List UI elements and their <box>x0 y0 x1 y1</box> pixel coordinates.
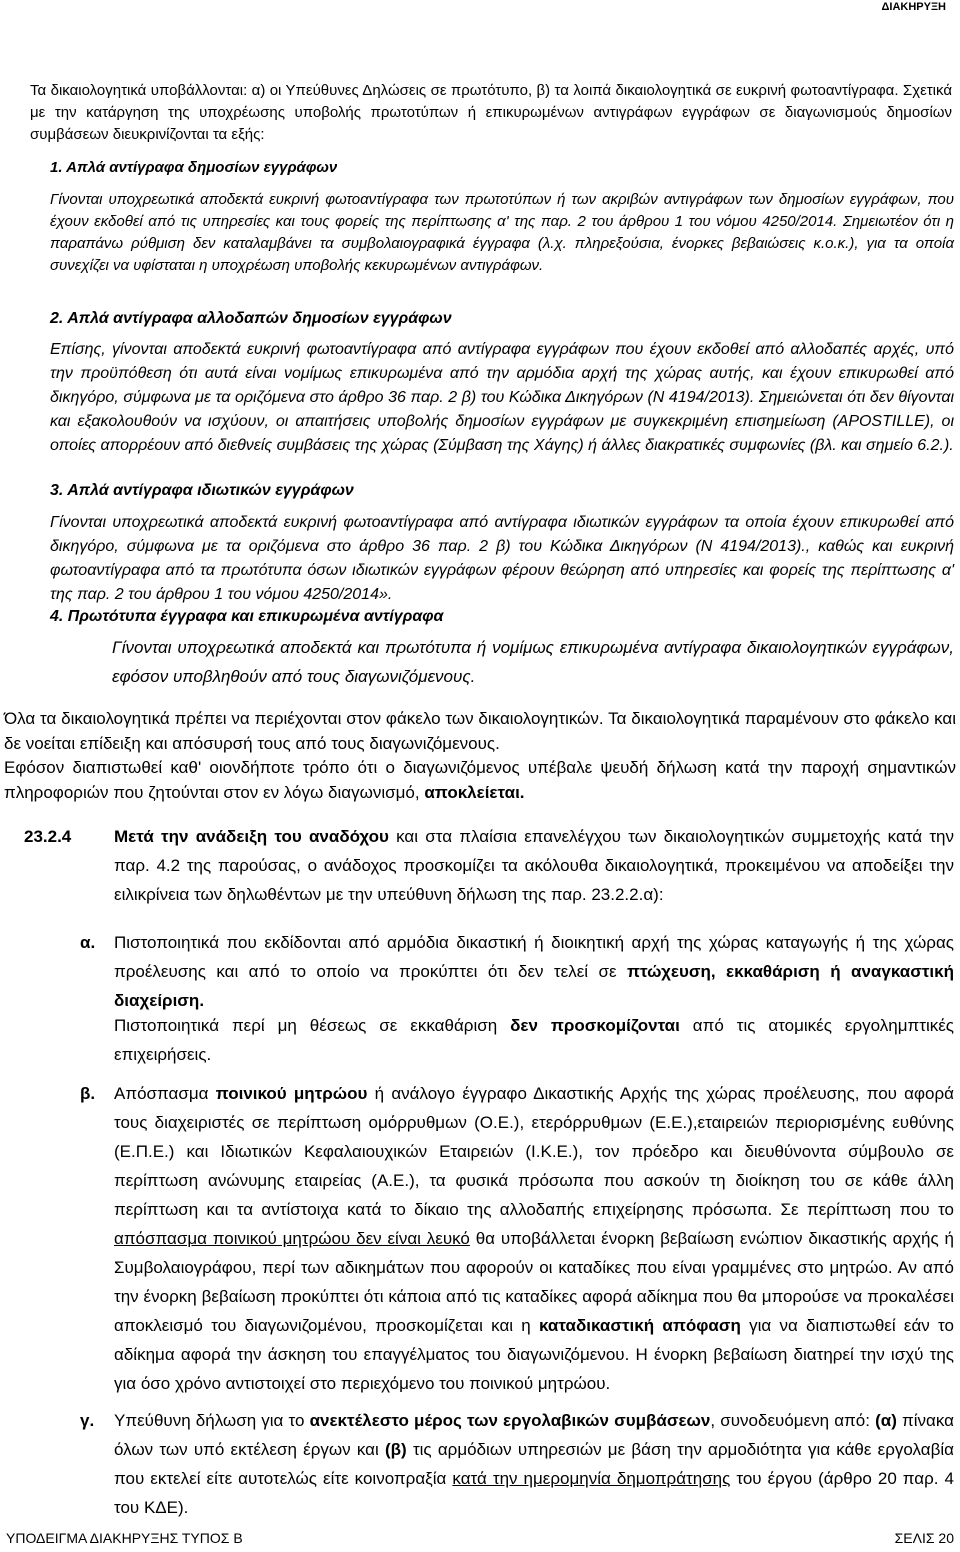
sub-a-bold: πτώχευση, εκκαθάριση ή αναγκαστική διαχείριση. <box>114 962 954 1010</box>
item3-heading: 3. Απλά αντίγραφα ιδιωτικών εγγράφων <box>50 482 354 499</box>
footer-page-number: ΣΕΛΙΣ 20 <box>894 1530 954 1546</box>
exclusion-paragraph: Εφόσον διαπιστωθεί καθ' οιονδήποτε τρόπο ότι ο διαγωνιζόμενος υπέβαλε ψευδή δήλωση κατά την παροχή σημαντικών πληροφοριών που ζητούνται στον εν λόγω διαγωνισμό, αποκλείεται. <box>4 758 956 802</box>
sub-c-paragraph: Υπεύθυνη δήλωση για το ανεκτέλεστο μέρος των εργολαβικών συμβάσεων, συνοδευόμενη από: (α) πίνακα όλων των υπό εκτέλεση έργων και (β) τις αρμόδιων υπηρεσιών με βάση την αρμοδιότητα για κάθε εργολαβία που εκτελεί είτε αυτοτελώς είτε κοινοπραξία κατά την ημερομηνία δημοπράτησης του έργου (άρθρο 20 παρ. 4 του ΚΔΕ). <box>114 1411 954 1517</box>
intro-paragraph: Τα δικαιολογητικά υποβάλλονται: α) οι Υπεύθυνες Δηλώσεις σε πρωτότυπο, β) τα λοιπά δικαιολογητικά σε ευκρινή φωτοαντίγραφα. Σχετικά με την κατάργηση της υποχρέωσης υποβολής πρωτοτύπων ή επικυρωμένων αντιγράφων εγγράφων σε διαγωνισμούς δημοσίων συμβάσεων διευκρινίζονται τα εξής: <box>30 82 952 143</box>
sub-c-bold-3: (β) <box>385 1440 407 1459</box>
item2-heading: 2. Απλά αντίγραφα αλλοδαπών δημοσίων εγγράφων <box>50 310 452 327</box>
sub-b-label: β. <box>80 1084 96 1103</box>
item1-heading: 1. Απλά αντίγραφα δημοσίων εγγράφων <box>50 159 338 176</box>
item2-text: Επίσης, γίνονται αποδεκτά ευκρινή φωτοαντίγραφα από αντίγραφα εγγράφων που έχουν εκδοθεί από αλλοδαπές αρχές, υπό την προϋπόθεση ότι αυτά είναι νομίμως επικυρωμένα από την αρμόδια αρχή της χώρας αυτής, και έχουν επικυρωθεί από δικηγόρο, σύμφωνα με τα οριζόμενα στο άρθρο 36 παρ. 2 β) του Κώδικα Δικηγόρων (Ν 4194/2013). Σημειώνεται ότι δεν θίγονται και εξακολουθούν να ισχύουν, οι απαιτήσεις υποβολής δημοσίων εγγράφων με συγκεκριμένη επισημείωση (APOSTILLE), οι οποίες απορρέουν από διεθνείς συμβάσεις της χώρας (Σύμβαση της Χάγης) ή άλλες διακρατικές συμφωνίες (βλ. και σημείο 6.2.). <box>50 341 954 454</box>
sub-a-label: α. <box>80 933 96 952</box>
sub-b-paragraph: Απόσπασμα ποινικού μητρώου ή ανάλογο έγγραφο Δικαστικής Αρχής της χώρας προέλευσης, που αφορά τους διαχειριστές σε περίπτωση ομόρρυθμων (Ο.Ε.), ετερόρρυθμων (Ε.Ε.),εταιρειών περιορισμένης ευθύνης (Ε.Π.Ε.) και Ιδιωτικών Κεφαλαιουχικών Εταιρειών (Ι.Κ.Ε.), τον πρόεδρο και διευθύνοντα σύμβουλο σε περίπτωση ανώνυμης εταιρείας (Α.Ε.), τα φυσικά πρόσωπα που ασκούν τη διοίκηση του σε κάθε άλλη περίπτωση και τα αντίστοιχα κατά το δίκαιο της αλλοδαπής επιχείρησης πρόσωπα. Σε περίπτωση που το απόσπασμα ποινικού μητρώου δεν είναι λευκό θα υποβάλλεται ένορκη βεβαίωση ενώπιον δικαστικής αρχής ή Συμβολαιογράφου, περί των αδικημάτων που αφορούν οι καταδίκες που είναι γραμμένες στο μητρώο. Αν από την ένορκη βεβαίωση προκύπτει ότι κάποια από τις καταδίκες αφορά αδίκημα που θα μπορούσε να προκαλέσει αποκλεισμό του διαγωνιζομένου, προσκομίζεται και η καταδικαστική απόφαση για να διαπιστωθεί εάν το αδίκημα αφορά την άσκηση του επαγγέλματος του διαγωνιζόμενου. Η ένορκη βεβαίωση διατηρεί την ισχύ της για όσο χρόνο αντιστοιχεί στο περιεχόμενο του ποινικού μητρώου. <box>114 1084 954 1393</box>
sub-c-bold-1: ανεκτέλεστο μέρος των εργολαβικών συμβάσεων <box>309 1411 711 1430</box>
sub-a-paragraph-2: Πιστοποιητικά περί μη θέσεως σε εκκαθάριση δεν προσκομίζονται από τις ατομικές εργολημπτικές επιχειρήσεις. <box>114 1016 954 1064</box>
item1-text: Γίνονται υποχρεωτικά αποδεκτά ευκρινή φωτοαντίγραφα των πρωτοτύπων ή των ακριβών αντιγράφων των δημοσίων εγγράφων, που έχουν εκδοθεί από τις υπηρεσίες και τους φορείς της περίπτωσης α' της παρ. 2 του άρθρου 1 του νόμου 4250/2014. Σημειωτέον ότι η παραπάνω ρύθμιση δεν καταλαμβάνει τα συμβολαιογραφικά έγγραφα (λ.χ. πληρεξούσια, ένορκες βεβαιώσεις κ.ο.κ.), για τα οποία συνεχίζει να υφίσταται η υποχρέωση υποβολής κεκυρωμένων αντιγράφων. <box>50 191 954 274</box>
item4-text: Γίνονται υποχρεωτικά αποδεκτά και πρωτότυπα ή νομίμως επικυρωμένα αντίγραφα δικαιολογητικών εγγράφων, εφόσον υποβληθούν από τους διαγωνιζόμενους. <box>112 638 954 686</box>
section-paragraph: Μετά την ανάδειξη του αναδόχου και στα πλαίσια επανελέγχου των δικαιολογητικών συμμετοχής κατά την παρ. 4.2 της παρούσας, ο ανάδοχος προσκομίζει τα ακόλουθα δικαιολογητικά, προκειμένου να αποδείξει την ειλικρίνεια των δηλωθέντων με την υπεύθυνη δήλωση της παρ. 23.2.2.α): <box>114 827 954 904</box>
sub-a-bold-2: δεν προσκομίζονται <box>510 1016 680 1035</box>
footer-left: ΥΠΟΔΕΙΓΜΑ ΔΙΑΚΗΡΥΞΗΣ ΤΥΠΟΣ Β <box>6 1530 243 1546</box>
item4-heading: 4. Πρωτότυπα έγγραφα και επικυρωμένα αντίγραφα <box>50 608 444 625</box>
sub-b-underline: απόσπασμα ποινικού μητρώου δεν είναι λευκό <box>114 1229 470 1248</box>
exclusion-bold: αποκλείεται. <box>424 783 525 802</box>
section-bold-lead: Μετά την ανάδειξη του αναδόχου <box>114 827 389 846</box>
all-documents-paragraph: Όλα τα δικαιολογητικά πρέπει να περιέχονται στον φάκελο των δικαιολογητικών. Τα δικαιολογητικά παραμένουν στο φάκελο και δε νοείται επίδειξη και απόσυρσή τους από τους διαγωνιζόμενους. <box>4 709 956 753</box>
page-header: ΔΙΑΚΗΡΥΞΗ <box>881 1 946 13</box>
sub-c-bold-2: (α) <box>875 1411 897 1430</box>
sub-a-paragraph-1: Πιστοποιητικά που εκδίδονται από αρμόδια δικαστική ή διοικητική αρχή της χώρας καταγωγής ή της χώρας προέλευσης και από το οποίο να προκύπτει ότι δεν τελεί σε πτώχευση, εκκαθάριση ή αναγκαστική διαχείριση. <box>114 933 954 1010</box>
sub-c-label: γ. <box>80 1411 95 1430</box>
item3-text: Γίνονται υποχρεωτικά αποδεκτά ευκρινή φωτοαντίγραφα από αντίγραφα ιδιωτικών εγγράφων τα οποία έχουν επικυρωθεί από δικηγόρο, σύμφωνα με τα οριζόμενα στο άρθρο 36 παρ. 2 β) του Κώδικα Δικηγόρων (Ν 4194/2013)., καθώς και ευκρινή φωτοαντίγραφα από τα πρωτότυπα όσων ιδιωτικών εγγράφων φέρουν θεώρηση από υπηρεσίες και φορείς της περίπτωσης α' της παρ. 2 του άρθρου 1 του νόμου 4250/2014». <box>50 514 954 603</box>
sub-b-bold-2: καταδικαστική απόφαση <box>539 1316 741 1335</box>
sub-c-underline: κατά την ημερομηνία δημοπράτησης <box>452 1469 731 1488</box>
section-number: 23.2.4 <box>24 827 72 846</box>
sub-b-bold-1: ποινικού μητρώου <box>215 1084 368 1103</box>
